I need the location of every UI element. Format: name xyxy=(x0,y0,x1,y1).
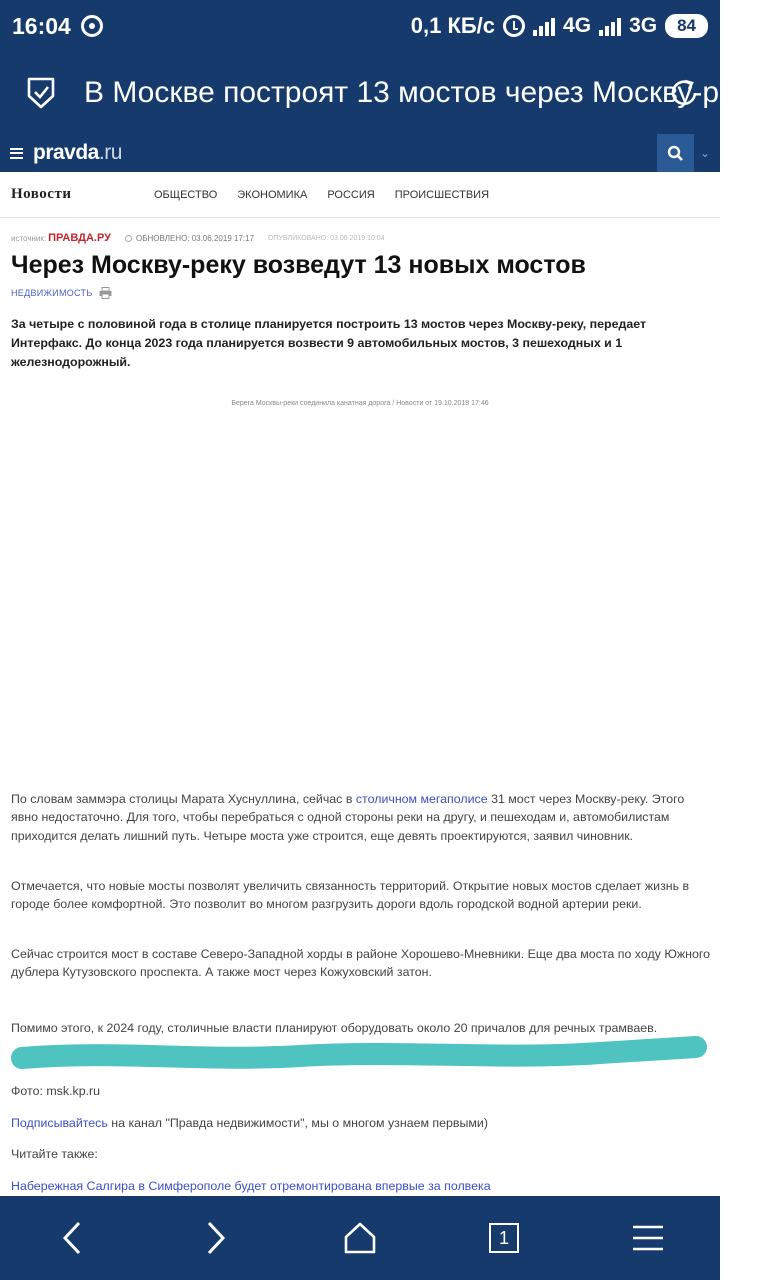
network-type-1: 4G xyxy=(563,14,592,37)
tab-society[interactable]: ОБЩЕСТВО xyxy=(154,188,218,201)
subscribe-link[interactable]: Подписывайтесь xyxy=(11,1116,108,1130)
home-button[interactable] xyxy=(332,1210,388,1266)
related-article-link[interactable]: Набережная Салгира в Симферополе будет отремонтирована впервые за полвека xyxy=(11,1179,491,1193)
menu-icon[interactable] xyxy=(10,148,23,159)
status-bar xyxy=(0,0,720,52)
updated-date: ОБНОВЛЕНО: 03.06.2019 17:17 xyxy=(135,233,255,243)
chevron-down-icon[interactable]: ⌄ xyxy=(700,146,711,160)
metropolis-link[interactable]: столичном мегаполисе xyxy=(355,792,488,806)
article-paragraph-4: Помимо этого, к 2024 году, столичные власти планируют оборудовать около 20 причалов для речных трамваев. xyxy=(11,1021,658,1035)
chevron-right-icon xyxy=(205,1220,227,1256)
section-brand[interactable]: Новости xyxy=(11,186,72,202)
shield-check-icon[interactable] xyxy=(26,76,56,110)
alarm-icon xyxy=(503,15,525,37)
tab-incidents[interactable]: ПРОИСШЕСТВИЯ xyxy=(394,188,490,201)
article-tags xyxy=(11,287,112,299)
photo-credit: Фото: msk.kp.ru xyxy=(11,1084,101,1098)
battery-indicator: 84 xyxy=(665,14,708,38)
tabs-button[interactable] xyxy=(476,1210,532,1266)
read-also-label: Читайте также: xyxy=(11,1147,98,1161)
chevron-left-icon xyxy=(61,1220,83,1256)
article-paragraph-3: Сейчас строится мост в составе Северо-Западной хорды в районе Хорошево-Мневники. Еще два моста по ходу Южного дублера Кутузовского проспекта. А также мост через Кожуховский затон. xyxy=(11,947,711,980)
status-indicators xyxy=(411,13,708,39)
signal-icon xyxy=(533,16,555,36)
browser-bottom-bar xyxy=(0,1196,720,1280)
home-icon xyxy=(343,1221,377,1255)
published-date: ОПУБЛИКОВАНО: 03.06.2019 10:04 xyxy=(268,234,385,242)
tag-link[interactable]: НЕДВИЖИМОСТЬ xyxy=(11,288,93,298)
section-nav xyxy=(0,172,720,218)
menu-button[interactable] xyxy=(620,1210,676,1266)
tab-count: 1 xyxy=(489,1223,519,1253)
article-paragraph-1: По словам заммэра столицы Марата Хуснуллина, сейчас в столичном мегаполисе 31 мост через Москву-реку. Этого явно недостаточно. Для того, чтобы перебраться с одной стороны реки на другу, и пешеходам и, автомобилистам приходится делать лишний путь. Четыре моста уже строится, еще девять проектируются, заявил чиновник. xyxy=(11,792,685,843)
network-type-2: 3G xyxy=(629,14,658,37)
source-label: источник: xyxy=(11,233,47,243)
highlight-marker-stroke xyxy=(0,1030,720,1080)
article-headline: Через Москву-реку возведут 13 новых мостов xyxy=(11,251,586,279)
print-icon[interactable] xyxy=(99,287,112,299)
site-header xyxy=(0,134,720,172)
clock-icon xyxy=(125,235,132,242)
search-icon xyxy=(667,145,684,162)
reload-icon[interactable] xyxy=(668,77,700,109)
tab-economy[interactable]: ЭКОНОМИКА xyxy=(237,188,308,201)
tab-russia[interactable]: РОССИЯ xyxy=(327,188,375,201)
source-name[interactable]: ПРАВДА.РУ xyxy=(48,232,111,244)
article-meta xyxy=(11,232,385,244)
page-title[interactable]: В Москве построят 13 мостов через Москву-реку xyxy=(84,76,764,109)
article-paragraph-2: Отмечается, что новые мосты позволят увеличить связанность территорий. Открытие новых мостов сделает жизнь в городе более комфортной. Это позволит во многом разгрузить дороги вдоль городской водной артерии реки. xyxy=(11,879,690,912)
hamburger-menu-icon xyxy=(632,1224,664,1252)
back-button[interactable] xyxy=(44,1210,100,1266)
subscribe-line: Подписывайтесь на канал "Правда недвижимости", мы о многом узнаем первыми) xyxy=(11,1116,488,1130)
status-time: 16:04 xyxy=(12,12,71,39)
signal-icon-2 xyxy=(599,16,621,36)
forward-button[interactable] xyxy=(188,1210,244,1266)
search-button[interactable] xyxy=(657,134,694,172)
notification-icon xyxy=(81,15,103,37)
image-caption: Берега Москвы-реки соединила канатная дорога / Новости от 19.10.2018 17:46 xyxy=(231,400,489,407)
site-logo[interactable]: pravda.ru xyxy=(33,141,122,164)
browser-address-bar[interactable] xyxy=(0,52,764,134)
article-lead: За четыре с половиной года в столице планируется построить 13 мостов через Москву-реку, передает Интерфакс. До конца 2023 года планируется возвести 9 автомобильных мостов, 3 пешеходных и 1 железнодорожный. xyxy=(11,317,647,369)
network-speed: 0,1 КБ/с xyxy=(410,13,496,38)
